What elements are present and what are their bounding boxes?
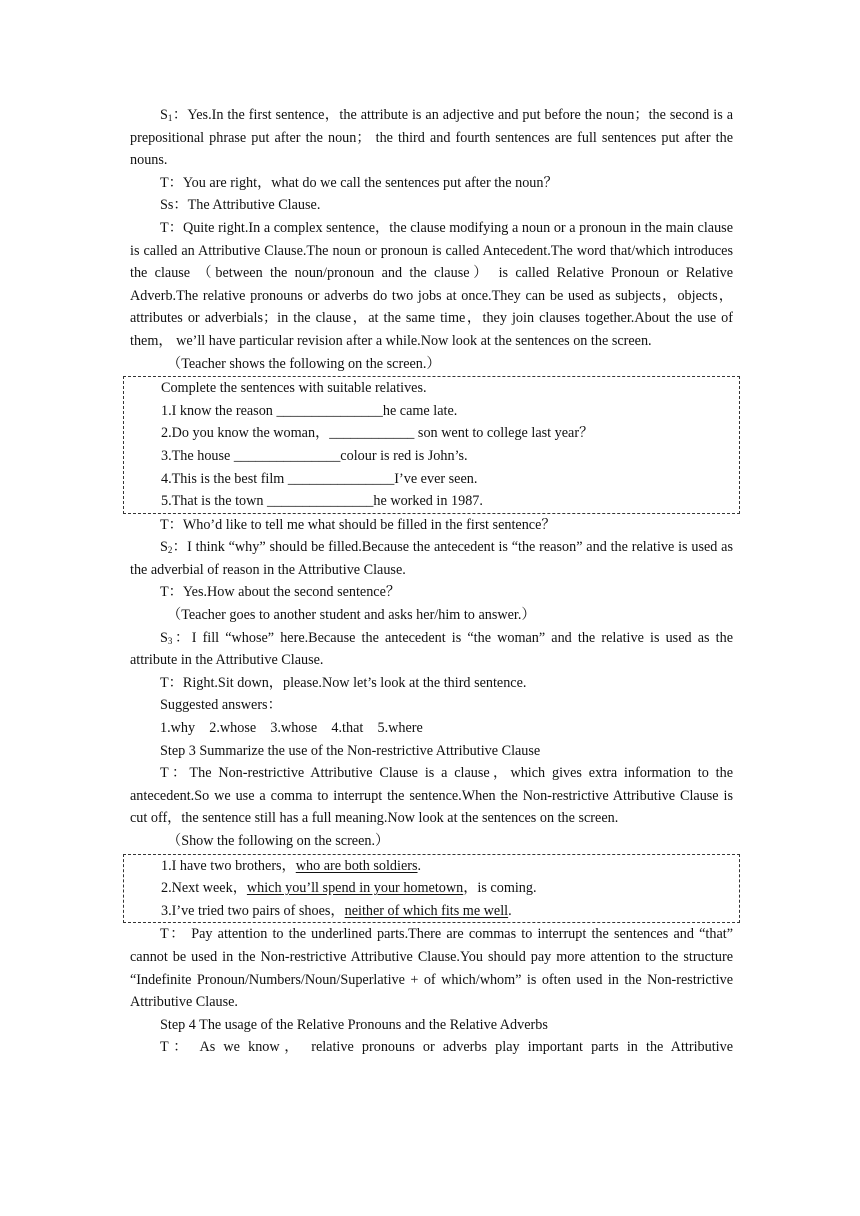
exercise-item: 5.That is the town _______________he worked in 1987. xyxy=(161,493,483,510)
example-text: ，is coming. xyxy=(463,880,537,897)
underlined-clause: who are both soldiers xyxy=(295,857,418,874)
exercise-item: 3.The house _______________colour is red is John’s. xyxy=(161,447,468,464)
underlined-clause: neither of which fits me well xyxy=(344,902,509,919)
example-text: 3.I’ve tried two pairs of shoes， xyxy=(161,902,345,919)
speaker-subscript: 3 xyxy=(167,635,173,646)
paragraph-t-followup: T：Yes.How about the second sentence？ xyxy=(160,584,401,601)
example-text: . xyxy=(417,857,422,874)
example-text: 1.I have two brothers， xyxy=(161,857,296,874)
paragraph-text: ：I think “why” should be filled.Because the antecedent is “the reason” and the relative is used as the adverbial of reason in the Attributive Clause. xyxy=(130,539,733,578)
paragraph-t-relative: T： As we know， relative pronouns or adverbs play important parts in the Attributive xyxy=(160,1039,733,1056)
speaker-subscript: 2 xyxy=(167,545,173,556)
example-item xyxy=(161,900,739,923)
document-page xyxy=(130,104,733,1059)
paragraph-t-explanation: T：Quite right.In a complex sentence，the clause modifying a noun or a pronoun in the main clause is called an Attributive Clause.The noun or pronoun is called Antecedent.The word that/which introduces the clause （between the noun/pronoun and the clause） is called Relative Pronoun or Relative Adverb.The relative pronouns or adverbs do two jobs at once.They can be used as subjects，objects，attributes or adverbials；in the clause，at the same time，they join clauses together.About the use of them， we’ll have particular revision after a while.Now look at the sentences on the screen. xyxy=(130,219,733,349)
paragraph-text: ：Yes.In the first sentence，the attribute is an adjective and put before the noun；the second is a prepositional phrase put after the noun； the third and fourth sentences are full sentences put after the nouns. xyxy=(130,107,733,169)
exercise-item: 4.This is the best film _______________I’ve ever seen. xyxy=(161,470,478,487)
suggested-answers: 1.why 2.whose 3.whose 4.that 5.where xyxy=(160,720,423,737)
example-text: . xyxy=(508,902,512,919)
paragraph-t-question: T：You are right，what do we call the sentences put after the noun？ xyxy=(160,174,558,191)
paragraph-t-question: T：Who’d like to tell me what should be filled in the first sentence？ xyxy=(160,516,556,533)
example-item xyxy=(161,877,739,900)
paragraph-t-attention: T： Pay attention to the underlined parts.There are commas to interrupt the sentences and “that” cannot be used in the Non-restrictive Attributive Clause.You should pay more attention to the structure “Indefinite Pronoun/Numbers/Noun/Superlative + of which/whom” is often used in the Non-restrictive Attributive Clause. xyxy=(130,926,733,1011)
paragraph-stage-direction: （Teacher shows the following on the screen.） xyxy=(167,355,441,372)
example-item xyxy=(161,855,739,878)
suggested-answers-label: Suggested answers： xyxy=(160,697,282,714)
exercise-box xyxy=(123,376,740,514)
paragraph-t-right: T：Right.Sit down，please.Now let’s look at the third sentence. xyxy=(160,674,527,691)
exercise-item: 2.Do you know the woman，____________ son went to college last year？ xyxy=(161,425,594,442)
speaker-s: S xyxy=(160,107,168,123)
paragraph-stage-direction: （Teacher goes to another student and asks her/him to answer.） xyxy=(167,607,536,624)
examples-box xyxy=(123,854,740,924)
paragraph-s2 xyxy=(130,536,733,581)
speaker-s: S xyxy=(160,539,168,556)
step-3-heading: Step 3 Summarize the use of the Non-restrictive Attributive Clause xyxy=(160,742,541,759)
paragraph-s3 xyxy=(130,627,733,672)
paragraph-text: ：I fill “whose” here.Because the antecedent is “the woman” and the relative is used as the attribute in the Attributive Clause. xyxy=(130,629,733,669)
exercise-item: 1.I know the reason _______________he came late. xyxy=(161,402,458,419)
speaker-subscript: 1 xyxy=(167,113,173,123)
example-text: 2.Next week， xyxy=(161,880,247,897)
underlined-clause: which you’ll spend in your hometown xyxy=(246,880,464,897)
paragraph-ss-answer: Ss：The Attributive Clause. xyxy=(160,197,321,214)
paragraph-t-nonrestrictive: T：The Non-restrictive Attributive Clause is a clause，which gives extra information to the antecedent.So we use a comma to interrupt the sentence.When the Non-restrictive Attributive Clause is cut off，the sentence still has a full meaning.Now look at the sentences on the screen. xyxy=(130,765,733,827)
paragraph-s1 xyxy=(130,104,733,172)
paragraph-stage-direction: （Show the following on the screen.） xyxy=(167,833,390,849)
step-4-heading: Step 4 The usage of the Relative Pronouns and the Relative Adverbs xyxy=(160,1016,548,1033)
exercise-title: Complete the sentences with suitable relatives. xyxy=(161,380,427,397)
speaker-s: S xyxy=(160,629,168,646)
